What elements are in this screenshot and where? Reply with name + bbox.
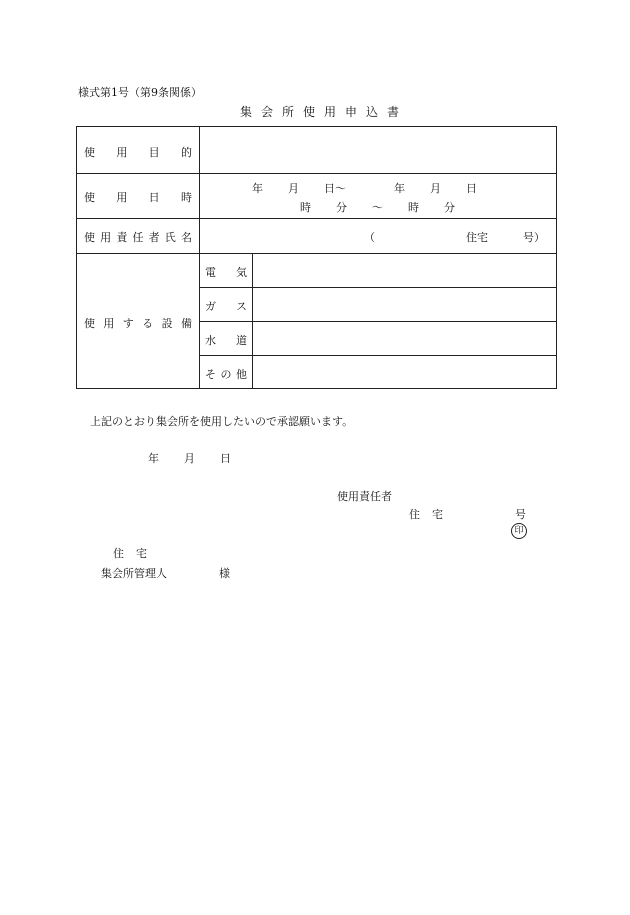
- addressee-residence-2: 宅: [136, 547, 147, 560]
- date-month: 月: [184, 452, 195, 465]
- column-divider: [199, 127, 200, 388]
- start-year: 年: [252, 182, 263, 195]
- applicant-residence-2: 宅: [432, 508, 443, 521]
- start-minute: 分: [336, 201, 347, 214]
- row-divider: [77, 253, 556, 254]
- end-hour: 時: [408, 201, 419, 214]
- row-divider: [77, 218, 556, 219]
- start-day: 日〜: [324, 182, 346, 195]
- name-residence-label: 住宅: [466, 231, 488, 244]
- date-year: 年: [148, 452, 159, 465]
- equipment-water: 水 道: [205, 334, 247, 347]
- start-hour: 時: [300, 201, 311, 214]
- form-number: 様式第1号（第9条関係）: [78, 86, 202, 99]
- applicant-label: 使用責任者: [337, 490, 392, 503]
- purpose-label: 使 用 目 的: [84, 146, 192, 159]
- time-range-tilde: 〜: [372, 201, 383, 214]
- end-day: 日: [466, 182, 477, 195]
- equipment-electricity: 電 気: [205, 266, 247, 279]
- date-day: 日: [220, 452, 231, 465]
- name-open-paren: （: [364, 231, 375, 244]
- start-month: 月: [288, 182, 299, 195]
- application-table: [76, 126, 557, 389]
- name-number-label: 号）: [523, 231, 545, 244]
- responsible-name-label: 使 用 責 任 者 氏 名: [84, 231, 192, 244]
- equipment-other: そ の 他: [205, 368, 247, 381]
- addressee-honorific: 様: [219, 567, 230, 580]
- purpose-field[interactable]: [201, 129, 554, 171]
- form-title: 集会所使用申込書: [239, 105, 408, 119]
- equipment-label: 使 用 す る 設 備: [84, 317, 192, 330]
- applicant-number: 号: [515, 508, 526, 521]
- seal-icon: 印: [511, 523, 527, 539]
- addressee-residence-1: 住: [113, 547, 124, 560]
- equipment-gas: ガ ス: [205, 300, 247, 313]
- end-month: 月: [430, 182, 441, 195]
- applicant-residence-1: 住: [409, 508, 420, 521]
- column-divider: [252, 253, 253, 388]
- end-minute: 分: [444, 201, 455, 214]
- datetime-label: 使 用 日 時: [84, 191, 192, 204]
- row-divider: [77, 173, 556, 174]
- request-statement: 上記のとおり集会所を使用したいので承認願います。: [90, 415, 354, 428]
- end-year: 年: [394, 182, 405, 195]
- addressee-manager: 集会所管理人: [101, 567, 167, 580]
